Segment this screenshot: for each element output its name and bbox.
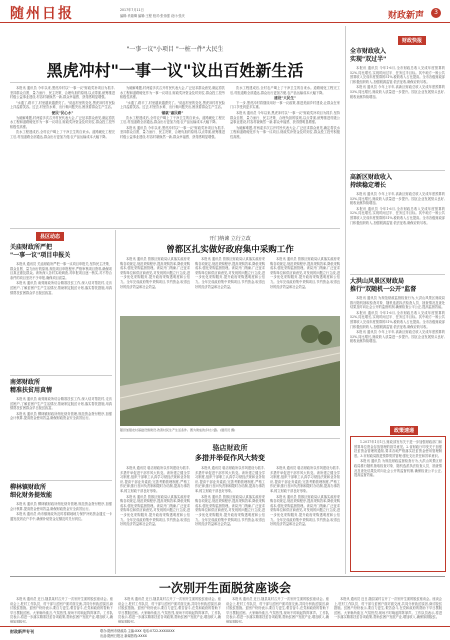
policy-paragraph: 本报讯 通讯员 为规范财政监督检查行为,大洪山风景区财政局推行随机抽取检查对象、随机选派执法检查人员、抽查情况及查处结果及时向社会公开的监督机制,确保检查公平公正,提高监督效能。 — [354, 459, 442, 478]
sub-story-paragraph: 本报讯 通讯员 骆店财政所以作风建设为抓手,多措并举促进干部作风大转变。该所建立健全学习制度,组织干部职工认真学习财经法规和业务知识,提高干部业务素质;完善考勤管理制度,严格工作纪律;推行首问负责制和限时办结制,提高办事效率,树立财政干部良好形象。 — [270, 466, 340, 493]
middle-paragraph: 本报讯 通讯员 曾都区财政局认真落实政府采购各项规定,规范采购程序,提高采购效率,降低采购成本,强化采购监督管理。该局开门纳谏,广泛征求采购单位和供应商意见,对发现的问题立行立改,进一步优化采购服务,提升政府采购透明度和公信力。全年完成政府集中采购项目,节约资金,取得良好的经济效益和社会效益。 — [195, 257, 265, 289]
left-item-body — [10, 502, 112, 572]
lead-paragraph: 本报讯 通讯员 今年以来,黑虎冲村以"一事一议"财政奖补项目为抓手,坚持群众自愿、量力而行、民主决策、合理负担的原则,以点带面,统筹推进村级公益事业建设,村容村貌焕然一新,群众幸福感、获得感明显增强。 — [10, 86, 115, 100]
lead-paragraph: 为破解难题,村两委多次召开村民代表大会,广泛征求群众意见,确定将饮水工程和道路硬化作为一事一议项目,财政奖补资金及时到位,群众投工投劳积极性高涨。 — [230, 125, 340, 139]
lead-column-2 — [120, 86, 225, 226]
right-item-paragraph: 本报讯 通讯员 今年上半年,高新区财政总收入完成年度预算的53%,同比增长,财政收入质量进一步提升。园区企业发展势头良好,税收贡献持续增加。 — [350, 85, 445, 99]
left-item-paragraph: 本报讯 通讯员 关庙财政所严把一事一议项目申报关,坚持民主决策、群众自愿、量力而行的原则,规范项目申报程序,严格审核项目资料,确保项目真正惠及群众。该所深入各村实地调查,对申报项目逐一核实,对不符合条件的项目坚决不予申报,确保项目质量。 — [10, 262, 112, 280]
page-number: 3 — [431, 8, 441, 18]
lead-subhead: 便民"民心水" — [51, 110, 74, 115]
bottom-title: 一次别开生面脱贫座谈会 — [158, 581, 291, 595]
left-item-body — [10, 262, 112, 372]
middle-column-3 — [270, 257, 340, 313]
lead-paragraph: 本报讯 通讯员 今年以来,黑虎冲村以"一事一议"财政奖补项目为抓手,坚持群众自愿、量力而行、民主决策、合理负担的原则,以点带面,统筹推进村级公益事业建设,村容村貌焕然一新,群众幸福感、获得感明显增强。 — [230, 110, 340, 125]
quick-news-tag: 财政快报 — [398, 36, 426, 45]
lead-column-3 — [230, 86, 340, 226]
lead-paragraph: 为破解难题,村两委多次召开村民代表大会,广泛征求群众意见,确定将饮水工程和道路硬化作为一事一议项目,财政奖补资金及时到位,群众投工投劳积极性高涨。 — [120, 86, 225, 100]
left-item-title: 关庙财政所严把 "一事一议"项目申报关 — [10, 244, 71, 259]
policy-tag: 政策速递 — [390, 426, 418, 435]
bottom-column-3 — [226, 597, 329, 623]
sub-story-column-3 — [270, 466, 340, 570]
lead-column-1 — [10, 86, 115, 226]
lead-subhead: 铺就"惠民路" — [161, 110, 184, 115]
road-illustration — [120, 316, 340, 426]
right-item-paragraph: 本报讯 通讯员 为规范财政监督检查行为,大洪山风景区财政局推行随机抽取检查对象、随机选派执法检查人员、抽查情况及查处结果及时向社会公开的监督机制,确保检查公平公正,提高监督效能。 — [350, 296, 445, 310]
bottom-paragraph: 本报讯 通讯员 近日,随县某村召开了一次别开生面的脱贫座谈会。座谈会上,驻村工作队员、村干部与贫困户面对面交流,共同分析致贫原因,商讨脱贫措施。贫困户纷纷表示,要自力更生,艰苦奋斗,在党和政府的帮助下早日摆脱贫困。大家畅所欲言,气氛热烈,现场不时响起阵阵掌声。工作队员表示,将进一步落实精准扶贫各项政策,帮助贫困户发展产业,增加收入,确保如期脱贫。 — [118, 597, 221, 623]
left-item-paragraph: 本报讯 通讯员 柳林镇财政所细化财务管理,规范资金拨付程序,加强会计核算,提高资金使用效益,确保财政资金安全高效运行。 — [10, 502, 112, 511]
sub-story-paragraph: 本报讯 通讯员 曾都区财政局认真落实政府采购各项规定,规范采购程序,提高采购效率,降低采购成本,强化采购监督管理。该局开门纳谏,广泛征求采购单位和供应商意见,对发现的问题立行立改,进一步优化采购服务,提升政府采购透明度和公信力。全年完成政府集中采购项目,节约资金,取得良好的经济效益和社会效益。 — [195, 494, 265, 527]
middle-column-1 — [120, 257, 190, 313]
bottom-column-2 — [118, 597, 221, 623]
lead-paragraph: 饮水工程建成后,全村农户喝上了干净卫生的自来水。道路硬化工程完工后,村组道路全部通达,群众出行更加方便,农产品运输成本大幅下降。 — [230, 86, 340, 95]
policy-box — [350, 436, 446, 572]
lead-paragraph: 饮水工程建成后,全村农户喝上了干净卫生的自来水。道路硬化工程完工后,村组道路全部通达,群众出行更加方便,农产品运输成本大幅下降。 — [10, 130, 115, 139]
sub-story-title: 多措并举促作风大转变 — [195, 454, 265, 462]
right-item-paragraph: 本报讯 通讯员 今年1-6月,全市财政总收入完成年度预算的52%,同比增长,实现时间过半、任务过半目标。其中地方一般公共预算收入完成年度预算的51%,税收收入占比提高。全市各级财政部门积极组织收入,加强税源监管,依法征收,确保应收尽收。 — [350, 206, 445, 225]
right-item-paragraph: 本报讯 通讯员 今年1-6月,全市财政总收入完成年度预算的52%,同比增长,实现时间过半、任务过半目标。其中地方一般公共预算收入完成年度预算的51%,税收收入占比提高。全市各级财政部门积极组织收入,加强税源监管,依法征收,确保应收尽收。 — [350, 310, 445, 329]
footer-line-1: 联办:随州市财政局 主编:XXX 电话:0722-XXXXXXX — [100, 629, 175, 633]
photo-caption: 随县加强农村基础设施建设,改善村民生产生活条件。图为建成的乡村公路。(通讯员 摄) — [120, 428, 236, 432]
road-photo — [120, 316, 340, 426]
left-item-title: 柳林镇财政所 细化财务提效能 — [10, 484, 53, 499]
policy-paragraph: 1.2017年1月1日,财政部发布关于进一步加强财政部门和预算单位资金存放管理的指导意见。2.省财政厅印发关于加强扶贫资金管理的通知,要求各地严格落实扶贫资金使用管理制度。3.市财政局推进预算绩效管理,强化支出责任和效率意识。 — [354, 440, 442, 458]
right-item-body — [350, 192, 445, 270]
middle-paragraph: 本报讯 通讯员 曾都区财政局认真落实政府采购各项规定,规范采购程序,提高采购效率,降低采购成本,强化采购监督管理。该局开门纳谏,广泛征求采购单位和供应商意见,对发现的问题立行立改,进一步优化采购服务,提升政府采购透明度和公信力。全年完成政府集中采购项目,节约资金,取得良好的经济效益和社会效益。 — [270, 257, 340, 289]
policy-text — [354, 440, 442, 568]
footer-line-2: 出品:随州日报社 新闻热线:XXXX — [100, 634, 147, 638]
lead-paragraph: "水通了,路平了,村里越来越漂亮了。"说起村里的变化,黑虎冲村村民脸上洋溢着笑容。过去,村里饮水难、出行难问题突出,困扰着群众生产生活。 — [120, 100, 225, 110]
bottom-paragraph: 本报讯 通讯员 近日,随县某村召开了一次别开生面的脱贫座谈会。座谈会上,驻村工作队员、村干部与贫困户面对面交流,共同分析致贫原因,商讨脱贫措施。贫困户纷纷表示,要自力更生,艰苦奋斗,在党和政府的帮助下早日摆脱贫困。大家畅所欲言,气氛热烈,现场不时响起阵阵掌声。工作队员表示,将进一步落实精准扶贫各项政策,帮助贫困户发展产业,增加收入,确保如期脱贫。 — [10, 597, 113, 623]
right-item-paragraph: 本报讯 通讯员 今年1-6月,全市财政总收入完成年度预算的52%,同比增长,实现时间过半、任务过半目标。其中地方一般公共预算收入完成年度预算的51%,税收收入占比提高。全市各级财政部门积极组织收入,加强税源监管,依法征收,确保应收尽收。 — [350, 66, 445, 84]
lead-paragraph: 下一步,黑虎冲村将继续用好一事一议政策,推进美丽乡村建设,让群众在家门口享受到更多实惠。 — [230, 100, 340, 110]
left-item-paragraph: 本报讯 通讯员 南郊财政所结合精准扶贫工作,深入结对帮扶村,走访贫困户,了解贫困户生产生活情况,帮助制定脱贫计划,落实帮扶措施,用真情帮扶贫困群众早日脱贫致富。 — [10, 397, 112, 411]
right-item-paragraph: 本报讯 通讯员 今年上半年,高新区财政总收入完成年度预算的53%,同比增长,财政收入质量进一步提升。园区企业发展势头良好,税收贡献持续增加。 — [350, 330, 445, 344]
right-item-body — [350, 66, 445, 166]
middle-column-2 — [195, 257, 265, 313]
footer-label: 财政新声专刊 — [10, 629, 34, 634]
section-name: 财政新声 — [388, 11, 425, 21]
middle-paragraph: 本报讯 通讯员 曾都区财政局认真落实政府采购各项规定,规范采购程序,提高采购效率,降低采购成本,强化采购监督管理。该局开门纳谏,广泛征求采购单位和供应商意见,对发现的问题立行立改,进一步优化采购服务,提升政府采购透明度和公信力。全年完成政府集中采购项目,节约资金,取得良好的经济效益和社会效益。 — [120, 257, 190, 289]
bottom-column-4 — [334, 597, 442, 623]
sub-story-paragraph: 本报讯 通讯员 曾都区财政局认真落实政府采购各项规定,规范采购程序,提高采购效率,降低采购成本,强化采购监督管理。该局开门纳谏,广泛征求采购单位和供应商意见,对发现的问题立行立改,进一步优化采购服务,提升政府采购透明度和公信力。全年完成政府集中采购项目,节约资金,取得良好的经济效益和社会效益。 — [120, 494, 190, 527]
sub-story-paragraph: 本报讯 通讯员 曾都区财政局认真落实政府采购各项规定,规范采购程序,提高采购效率,降低采购成本,强化采购监督管理。该局开门纳谏,广泛征求采购单位和供应商意见,对发现的问题立行立改,进一步优化采购服务,提升政府采购透明度和公信力。全年完成政府集中采购项目,节约资金,取得良好的经济效益和社会效益。 — [270, 494, 340, 527]
middle-title: 曾都区扎实做好政府集中采购工作 — [166, 245, 294, 255]
sub-story-column-2 — [195, 466, 265, 570]
lead-title: 黑虎冲村"一事一议"议出百姓新生活 — [46, 61, 304, 80]
lead-paragraph: 本报讯 通讯员 今年以来,黑虎冲村以"一事一议"财政奖补项目为抓手,坚持群众自愿、量力而行、民主决策、合理负担的原则,以点带面,统筹推进村级公益事业建设,村容村貌焕然一新,群众幸福感、获得感明显增强。 — [120, 125, 225, 139]
bottom-paragraph: 本报讯 通讯员 近日,随县某村召开了一次别开生面的脱贫座谈会。座谈会上,驻村工作队员、村干部与贫困户面对面交流,共同分析致贫原因,商讨脱贫措施。贫困户纷纷表示,要自力更生,艰苦奋斗,在党和政府的帮助下早日摆脱贫困。大家畅所欲言,气氛热烈,现场不时响起阵阵掌声。工作队员表示,将进一步落实精准扶贫各项政策,帮助贫困户发展产业,增加收入,确保如期脱贫。 — [226, 597, 329, 623]
lead-subhead: 建设"大民生" — [274, 96, 296, 101]
lead-kicker: "一事一议"小项目 "一桩一件"大民生 — [126, 46, 224, 53]
sub-story-kicker: 骆店财政所 — [212, 444, 248, 452]
edit-line: 编辑:肖瑞卿 编辑:王程 校对:张伟强 设计:张庆 — [120, 14, 185, 18]
left-item-paragraph: 本报讯 通讯员 尚市镇财政所及时将耕地地力保护补贴资金通过一卡通发放到农户手中,确保补贴资金足额及时兑付到位。 — [10, 512, 112, 521]
right-item-body — [350, 296, 445, 420]
right-item-paragraph: 本报讯 通讯员 今年上半年,高新区财政总收入完成年度预算的53%,同比增长,财政收入质量进一步提升。园区企业发展势头良好,税收贡献持续增加。 — [350, 192, 445, 206]
bottom-column-1 — [10, 597, 113, 623]
left-item-paragraph: 本报讯 通讯员 南郊财政所结合精准扶贫工作,深入结对帮扶村,走访贫困户,了解贫困户生产生活情况,帮助制定脱贫计划,落实帮扶措施,用真情帮扶贫困群众早日脱贫致富。 — [10, 281, 112, 295]
left-item-body — [10, 397, 112, 477]
masthead: 随州日报 — [10, 6, 74, 22]
lead-paragraph: 为破解难题,村两委多次召开村民代表大会,广泛征求群众意见,确定将饮水工程和道路硬化作为一事一议项目,财政奖补资金及时到位,群众投工投劳积极性高涨。 — [10, 115, 115, 129]
date-line: 2017年7月11日 — [120, 8, 144, 12]
county-news-tag: 县区动态 — [36, 232, 64, 241]
lead-paragraph: "水通了,路平了,村里越来越漂亮了。"说起村里的变化,黑虎冲村村民脸上洋溢着笑容。过去,村里饮水难、出行难问题突出,困扰着群众生产生活。 — [10, 100, 115, 110]
middle-kicker: 开门纳谏 立行立改 — [209, 236, 251, 242]
sub-story-paragraph: 本报讯 通讯员 骆店财政所以作风建设为抓手,多措并举促进干部作风大转变。该所建立健全学习制度,组织干部职工认真学习财经法规和业务知识,提高干部业务素质;完善考勤管理制度,严格工作纪律;推行首问负责制和限时办结制,提高办事效率,树立财政干部良好形象。 — [195, 466, 265, 493]
right-item-title: 全市财政收入 实现"双过半" — [350, 48, 387, 63]
bottom-paragraph: 本报讯 通讯员 近日,随县某村召开了一次别开生面的脱贫座谈会。座谈会上,驻村工作队员、村干部与贫困户面对面交流,共同分析致贫原因,商讨脱贫措施。贫困户纷纷表示,要自力更生,艰苦奋斗,在党和政府的帮助下早日摆脱贫困。大家畅所欲言,气氛热烈,现场不时响起阵阵掌声。工作队员表示,将进一步落实精准扶贫各项政策,帮助贫困户发展产业,增加收入,确保如期脱贫。 — [334, 597, 442, 620]
right-item-title: 大洪山风景区财政局 推行"双随机一公开"监督 — [350, 278, 417, 293]
sub-story-paragraph: 本报讯 通讯员 骆店财政所以作风建设为抓手,多措并举促进干部作风大转变。该所建立健全学习制度,组织干部职工认真学习财经法规和业务知识,提高干部业务素质;完善考勤管理制度,严格工作纪律;推行首问负责制和限时办结制,提高办事效率,树立财政干部良好形象。 — [120, 466, 190, 493]
lead-paragraph: 饮水工程建成后,全村农户喝上了干净卫生的自来水。道路硬化工程完工后,村组道路全部通达,群众出行更加方便,农产品运输成本大幅下降。 — [120, 115, 225, 125]
left-item-paragraph: 本报讯 通讯员 柳林镇财政所细化财务管理,规范资金拨付程序,加强会计核算,提高资金使用效益,确保财政资金安全高效运行。 — [10, 411, 112, 421]
left-item-title: 南郊财政所 精准扶贫用真情 — [10, 379, 53, 394]
sub-story-column-1 — [120, 466, 190, 570]
right-item-title: 高新区财政收入 持续稳定增长 — [350, 174, 393, 189]
